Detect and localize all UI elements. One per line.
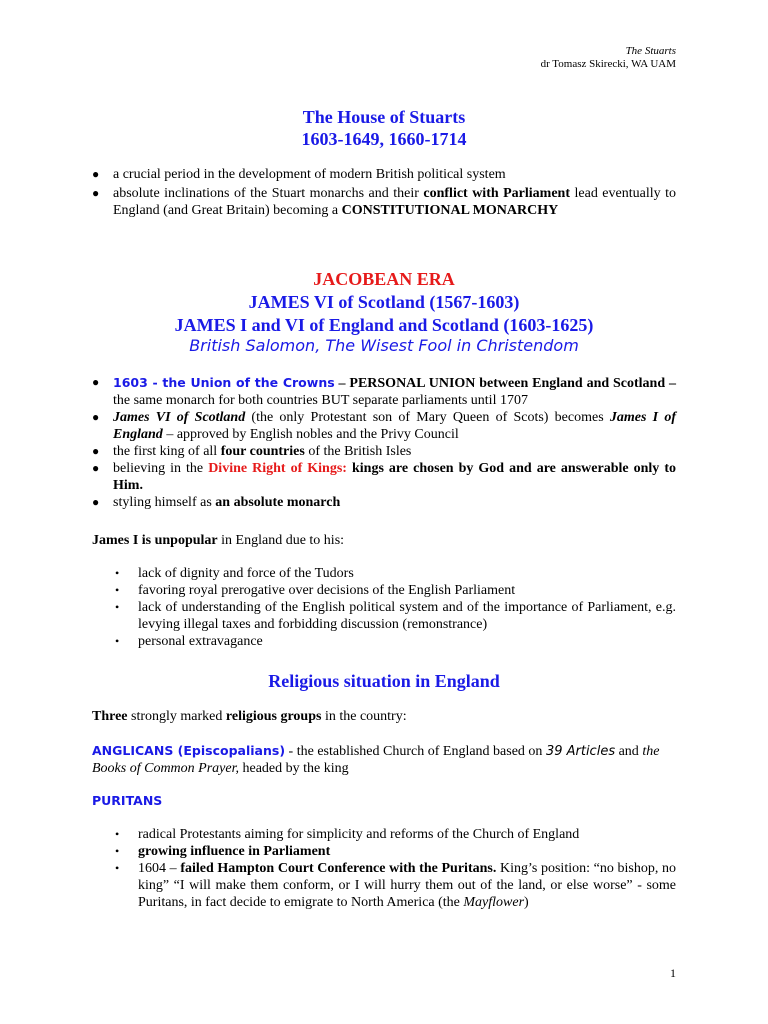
text-run-bold-italic: James I of England <box>113 410 676 442</box>
intro-bullet-list <box>92 166 676 219</box>
section-subtitle-james-i: JAMES I and VI of England and Scotland (1603-1625) <box>174 315 594 335</box>
running-header-title: The Stuarts <box>625 45 676 57</box>
bullet-text <box>138 860 676 911</box>
puritans-bullet-list <box>115 826 676 911</box>
text-run-bold: Three <box>92 709 128 724</box>
bullet-icon: • <box>115 844 120 858</box>
bullet-icon: • <box>115 566 120 580</box>
text-run-blue: 1603 - the Union of the Crowns <box>113 375 335 390</box>
text-run-bold: James I is unpopular <box>92 533 218 548</box>
text-run: lead eventually to England (and Great Britain) becoming a <box>113 186 676 218</box>
bullet-icon: • <box>115 583 120 597</box>
text-run: in the country: <box>321 709 407 724</box>
list-item <box>92 166 676 185</box>
list-item <box>115 860 676 911</box>
bullet-icon: ● <box>92 375 100 389</box>
unpopular-bullet-list <box>115 565 676 650</box>
list-item <box>92 409 676 443</box>
text-run: – approved by English nobles and the Privy Council <box>162 427 459 442</box>
bullet-text: a crucial period in the development of modern British political system <box>113 167 506 182</box>
text-run: ) <box>524 895 529 910</box>
text-run: of the British Isles <box>304 444 412 459</box>
section-subtitle-james-vi: JAMES VI of Scotland (1567-1603) <box>248 292 520 312</box>
text-run-bold-italic: James VI of Scotland <box>113 410 246 425</box>
text-run: the first king of all <box>113 444 221 459</box>
page-title: The House of Stuarts <box>302 107 466 127</box>
section-epithet: British Salomon, The Wisest Fool in Christendom <box>189 336 579 355</box>
list-item <box>92 443 676 460</box>
religion-intro <box>92 708 676 725</box>
bullet-text <box>113 185 676 219</box>
list-item <box>92 374 676 409</box>
section-title-religious-situation: Religious situation in England <box>268 671 500 691</box>
bullet-icon: • <box>115 600 120 614</box>
bullet-icon: • <box>115 827 120 841</box>
text-run-bold: four countries <box>220 444 305 459</box>
text-run: headed by the king <box>239 761 349 776</box>
anglicans-paragraph <box>92 742 676 777</box>
text-run-italic: the Books of Common Prayer, <box>92 744 660 776</box>
list-item <box>115 582 676 599</box>
text-run: absolute inclinations of the Stuart monarchs and their <box>113 186 424 201</box>
bullet-text: favoring royal prerogative over decisions of the English Parliament <box>138 583 516 598</box>
page-subtitle-dates: 1603-1649, 1660-1714 <box>301 129 467 149</box>
list-item <box>115 633 676 650</box>
text-run-bold: an absolute monarch <box>215 495 341 510</box>
bullet-text: lack of understanding of the English political system and of the importance of Parliament, e.g. levying illegal taxes and forbidding discussion (remonstrance) <box>138 600 676 632</box>
text-run-bold: conflict with Parliament <box>423 186 571 201</box>
text-run-bold: failed Hampton Court Conference with the Puritans. <box>180 861 497 876</box>
list-item <box>115 565 676 582</box>
text-run: 1604 – <box>138 861 181 876</box>
text-run-italic: Mayflower <box>463 895 525 910</box>
text-run: strongly marked <box>127 709 226 724</box>
text-run: in England due to his: <box>217 533 345 548</box>
text-run-bold: – PERSONAL UNION between England and Scotland – <box>334 376 676 391</box>
unpopular-intro <box>92 532 676 549</box>
james-bullet-list <box>92 374 676 511</box>
text-run-bold: religious groups <box>225 709 322 724</box>
bullet-icon: ● <box>92 495 100 509</box>
running-header-author: dr Tomasz Skirecki, WA UAM <box>540 58 676 70</box>
bullet-icon: ● <box>92 410 100 424</box>
list-item <box>115 843 676 860</box>
bullet-text: personal extravagance <box>138 634 263 649</box>
text-run-blue: ANGLICANS (Episcopalians) <box>92 743 286 758</box>
bullet-text <box>113 494 676 511</box>
text-run-bold: kings are chosen by God and are answerable only to Him. <box>113 461 676 493</box>
bullet-text: lack of dignity and force of the Tudors <box>138 566 354 581</box>
bullet-text <box>113 409 676 443</box>
bullet-icon: • <box>115 634 120 648</box>
page-number: 1 <box>670 966 676 980</box>
list-item <box>92 460 676 494</box>
text-run: the same monarch for both countries BUT separate parliaments until 1707 <box>113 393 528 408</box>
bullet-text <box>113 460 676 494</box>
list-item <box>92 185 676 219</box>
list-item <box>115 599 676 633</box>
bullet-text: radical Protestants aiming for simplicity and reforms of the Church of England <box>138 827 580 842</box>
text-run-bold: CONSTITUTIONAL MONARCHY <box>341 203 559 218</box>
text-run: believing in the <box>113 461 209 476</box>
bullet-text <box>113 374 676 409</box>
text-run: - the established Church of England based on <box>285 744 546 759</box>
text-run-red: Divine Right of Kings: <box>208 461 347 476</box>
bullet-icon: ● <box>92 461 100 475</box>
list-item <box>115 826 676 843</box>
bullet-icon: ● <box>92 167 100 181</box>
text-run: styling himself as <box>113 495 216 510</box>
text-run: King’s position: “no bishop, no king” “I will make them conform, or I will hurry them out of the land, or else worse” - some Puritans, in fact decide to emigrate to North America (the <box>138 861 677 910</box>
bullet-text: growing influence in Parliament <box>138 844 331 859</box>
bullet-text <box>113 443 676 460</box>
bullet-icon: ● <box>92 444 100 458</box>
list-item <box>92 494 676 511</box>
bullet-icon: ● <box>92 186 100 200</box>
puritans-heading: PURITANS <box>92 793 163 808</box>
bullet-icon: • <box>115 861 120 875</box>
text-run: and <box>615 744 643 759</box>
text-run: (the only Protestant son of Mary Queen of Scots) becomes <box>245 410 610 425</box>
section-title-jacobean-era: JACOBEAN ERA <box>313 269 455 289</box>
text-run-italic: 39 Articles <box>545 744 616 759</box>
